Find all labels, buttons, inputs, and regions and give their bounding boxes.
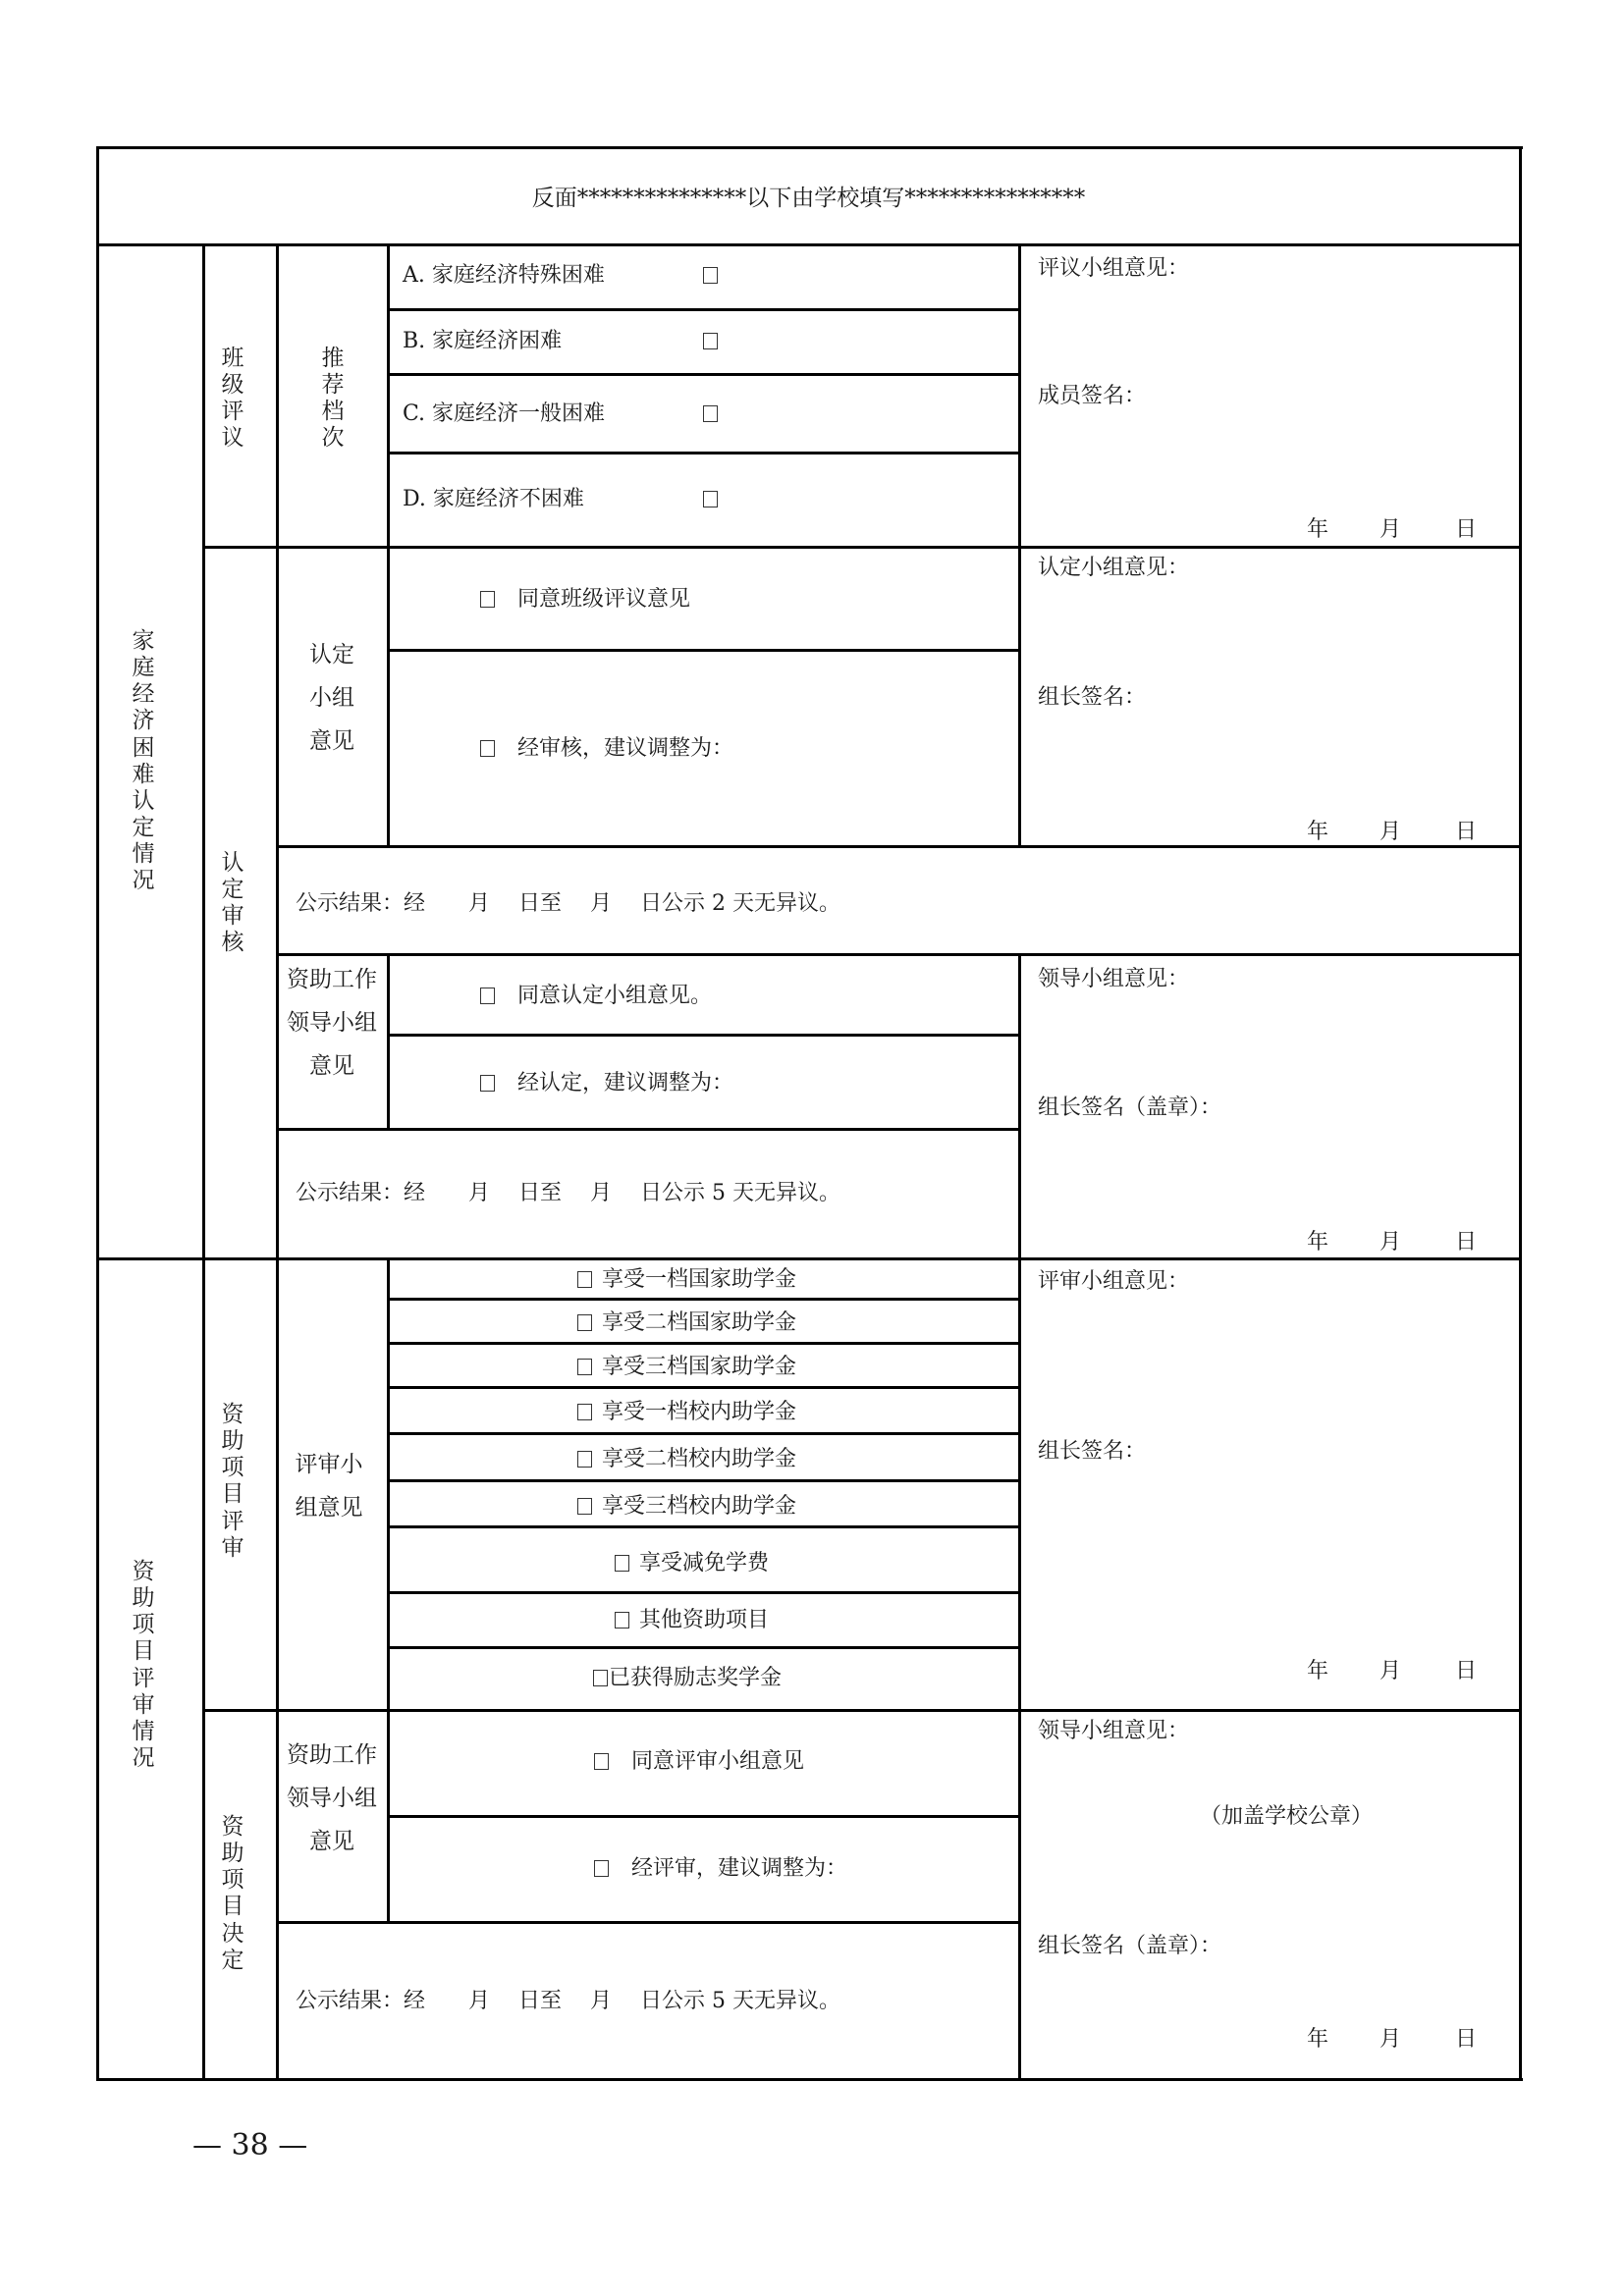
date-day: 日 <box>1455 820 1478 844</box>
divider <box>202 244 205 2080</box>
table-border-left <box>96 146 99 2081</box>
page-number: — 38 — <box>192 2128 308 2163</box>
leader-sign-label: 组长签名： <box>1038 685 1147 710</box>
checkbox-agree-class-review[interactable] <box>480 591 495 608</box>
date-year: 年 <box>1307 820 1329 844</box>
class-review-label: 班级评议 <box>221 346 244 452</box>
review-group-opinion-label: 评议小组意见： <box>1038 256 1190 281</box>
divider <box>388 1815 1019 1818</box>
recognition-option-adjust <box>480 738 733 760</box>
checkbox-national-grant-3[interactable] <box>577 1359 592 1375</box>
recognition-option-agree <box>480 589 690 611</box>
aid-review-label: 资助项目评审 <box>221 1402 244 1561</box>
leadership-group-label: 资助工作领导小组意见 <box>287 1742 377 1854</box>
recommend-level-label: 推荐档次 <box>321 346 345 452</box>
date-year: 年 <box>1307 2027 1329 2052</box>
option-label: 同意认定小组意见。 <box>517 984 713 1008</box>
divider <box>387 1258 390 1922</box>
aid-option <box>577 1449 796 1470</box>
divider <box>276 244 279 2080</box>
publicity-result-5days: 公示结果：经 月 日至 月 日公示 5 天无异议。 <box>296 1181 840 1205</box>
leader-sign-stamp-label: 组长签名（盖章）： <box>1038 1934 1222 1958</box>
option-c-label: C. 家庭经济一般困难 <box>403 401 606 426</box>
checkbox-motivational-scholarship[interactable] <box>593 1670 608 1686</box>
divider <box>388 649 1019 652</box>
publicity-result-5days: 公示结果：经 月 日至 月 日公示 5 天无异议。 <box>296 1989 840 2013</box>
aid-option <box>577 1357 796 1378</box>
section-label-aid-review: 资助项目评审情况 <box>132 1559 155 1771</box>
checkbox-tuition-waiver[interactable] <box>615 1555 629 1572</box>
checkbox-adjust-review[interactable] <box>594 1860 609 1877</box>
option-label: 享受二档校内助学金 <box>602 1447 797 1471</box>
divider <box>388 373 1019 376</box>
divider <box>388 1479 1019 1482</box>
divider <box>388 1646 1019 1649</box>
option-d-label: D. 家庭经济不困难 <box>403 487 584 511</box>
divider <box>203 546 1521 549</box>
date-year: 年 <box>1307 1230 1329 1255</box>
date-year: 年 <box>1307 1659 1329 1683</box>
divider <box>388 1432 1019 1435</box>
divider <box>388 452 1019 454</box>
divider <box>277 1128 1019 1131</box>
option-label: 享受三档国家助学金 <box>602 1355 797 1379</box>
option-label: 已获得励志奖学金 <box>609 1666 783 1690</box>
checkbox-option-b[interactable] <box>703 333 718 349</box>
checkbox-school-grant-1[interactable] <box>577 1404 592 1420</box>
checkbox-option-a[interactable] <box>703 267 718 284</box>
date-day: 日 <box>1455 1659 1478 1683</box>
date-month: 月 <box>1380 1230 1402 1255</box>
leadership-opinion-label: 领导小组意见： <box>1038 1719 1190 1743</box>
date-day: 日 <box>1455 1230 1478 1255</box>
option-a-label: A. 家庭经济特殊困难 <box>403 263 605 288</box>
checkbox-agree-review-group[interactable] <box>594 1753 609 1770</box>
checkbox-adjust-recognition[interactable] <box>480 740 495 757</box>
date-month: 月 <box>1380 820 1402 844</box>
divider <box>203 1709 1521 1712</box>
aid-option <box>593 1668 782 1689</box>
leadership-opinion-label: 领导小组意见： <box>1038 967 1190 991</box>
checkbox-option-d[interactable] <box>703 491 718 507</box>
leader-sign-stamp-label: 组长签名（盖章）： <box>1038 1095 1222 1120</box>
divider <box>388 1298 1019 1301</box>
checkbox-option-c[interactable] <box>703 405 718 422</box>
divider <box>277 1921 1019 1924</box>
review-opinion-label: 评审小组意见： <box>1038 1269 1190 1294</box>
form-title: 反面***************以下由学校填写**************** <box>531 186 1086 211</box>
option-label: 经评审，建议调整为： <box>631 1856 848 1881</box>
divider <box>97 1257 1521 1260</box>
date-year: 年 <box>1307 517 1329 542</box>
option-label: 其他资助项目 <box>639 1608 770 1632</box>
option-label: 同意评审小组意见 <box>631 1749 805 1774</box>
recognition-opinion-label: 认定小组意见： <box>1038 556 1190 580</box>
table-border-right <box>1519 146 1522 2081</box>
aid-option <box>615 1553 769 1575</box>
checkbox-school-grant-2[interactable] <box>577 1451 592 1468</box>
date-day: 日 <box>1455 2027 1478 2052</box>
section-label-recognition: 家庭经济困难认定情况 <box>132 628 155 894</box>
divider <box>1018 954 1021 2079</box>
recognition-review-label: 认定审核 <box>221 850 244 956</box>
table-border-bottom <box>97 2078 1523 2081</box>
school-stamp-note: （加盖学校公章） <box>1200 1804 1374 1829</box>
leadership-option-agree <box>480 986 712 1007</box>
divider <box>277 845 1521 848</box>
divider <box>388 1034 1019 1037</box>
divider <box>387 954 390 1129</box>
checkbox-national-grant-2[interactable] <box>577 1314 592 1331</box>
publicity-result-2days: 公示结果：经 月 日至 月 日公示 2 天无异议。 <box>296 891 840 916</box>
recognition-group-label: 认定小组意见 <box>309 642 354 754</box>
option-label: 经认定，建议调整为： <box>517 1071 734 1095</box>
divider <box>388 1386 1019 1389</box>
option-label: 享受一档国家助学金 <box>602 1267 797 1292</box>
divider <box>277 953 1521 956</box>
option-label: 同意班级评议意见 <box>517 587 691 612</box>
aid-option <box>577 1312 796 1334</box>
date-month: 月 <box>1380 1659 1402 1683</box>
decision-option-adjust <box>594 1858 847 1880</box>
option-label: 享受减免学费 <box>639 1551 770 1575</box>
option-label: 享受一档校内助学金 <box>602 1400 797 1424</box>
review-group-label: 评审小组意见 <box>295 1452 363 1521</box>
option-label: 享受二档国家助学金 <box>602 1310 797 1335</box>
checkbox-adjust-leadership[interactable] <box>480 1075 495 1092</box>
member-sign-label: 成员签名： <box>1038 384 1147 408</box>
checkbox-national-grant-1[interactable] <box>577 1271 592 1288</box>
option-label: 享受三档校内助学金 <box>602 1494 797 1519</box>
decision-option-agree <box>594 1751 804 1773</box>
aid-option <box>615 1610 769 1631</box>
checkbox-agree-recognition[interactable] <box>480 988 495 1004</box>
aid-option <box>577 1402 796 1423</box>
leader-sign-label: 组长签名： <box>1038 1439 1147 1464</box>
divider <box>388 1342 1019 1345</box>
date-month: 月 <box>1380 2027 1402 2052</box>
option-b-label: B. 家庭经济困难 <box>403 329 563 353</box>
divider <box>388 1591 1019 1594</box>
divider <box>388 1525 1019 1528</box>
checkbox-other-aid[interactable] <box>615 1612 629 1629</box>
date-month: 月 <box>1380 517 1402 542</box>
aid-decision-label: 资助项目决定 <box>221 1814 244 1973</box>
option-label: 经审核，建议调整为： <box>517 736 734 761</box>
leadership-option-adjust <box>480 1073 733 1095</box>
checkbox-school-grant-3[interactable] <box>577 1498 592 1515</box>
aid-option <box>577 1269 796 1291</box>
leadership-group-label: 资助工作领导小组意见 <box>287 967 377 1079</box>
date-day: 日 <box>1455 517 1478 542</box>
aid-option <box>577 1496 796 1518</box>
divider <box>388 308 1019 311</box>
